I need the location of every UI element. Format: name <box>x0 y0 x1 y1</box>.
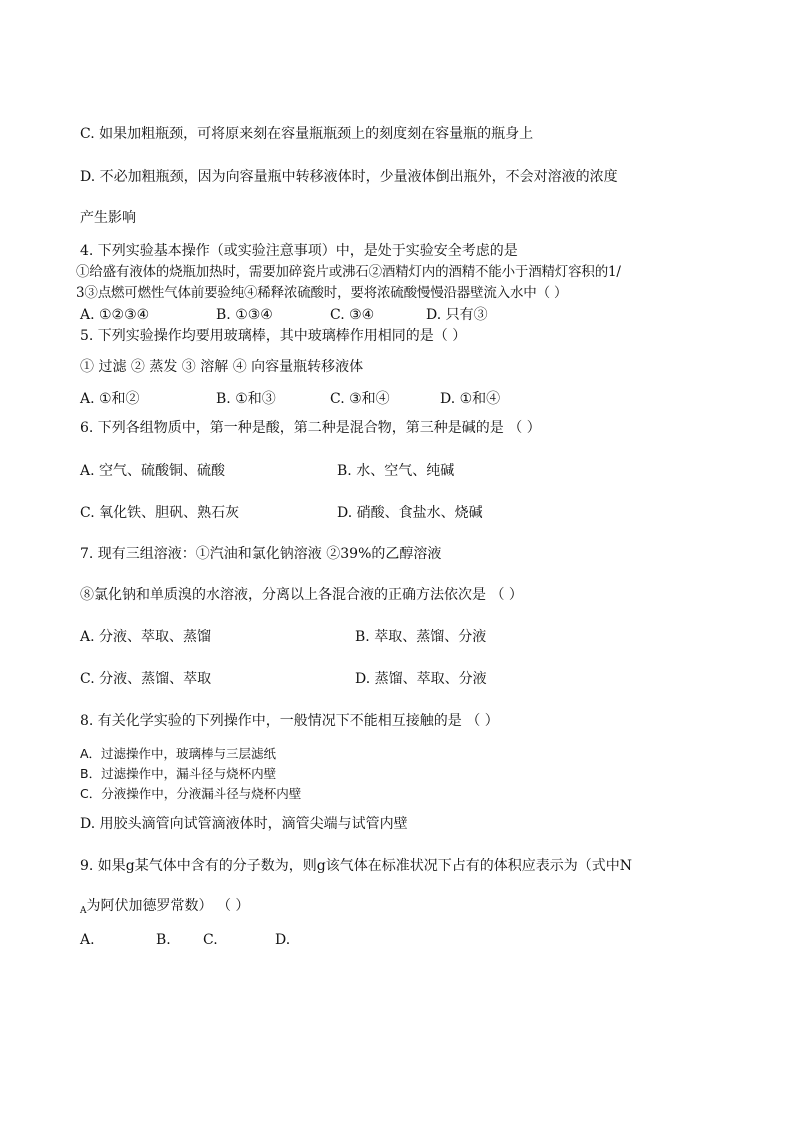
q4-option-c: C. ③④ <box>330 307 375 323</box>
q8-option-a: A．过滤操作中，玻璃棒与三层滤纸 <box>80 746 277 761</box>
q9-option-c: C. <box>203 932 218 948</box>
q9-option-a: A. <box>80 932 95 948</box>
q4-body-line1: ①给盛有液体的烧瓶加热时，需要加碎瓷片或沸石②酒精灯内的酒精不能小于酒精灯容积的1/ <box>76 264 621 280</box>
q4-option-d: D. 只有③ <box>426 307 488 323</box>
q9-option-d: D. <box>275 932 291 948</box>
q4-stem: 4. 下列实验基本操作（或实验注意事项）中，是处于实验安全考虑的是 <box>80 243 518 259</box>
q9-subscript-a: A <box>80 906 87 916</box>
q7-stem-line1: 7. 现有三组溶液：①汽油和氯化钠溶液 ②39%的乙醇溶液 <box>80 546 442 562</box>
q4-option-a: A. ①②③④ <box>80 307 150 323</box>
q4-body-line2: 3③点燃可燃性气体前要验纯④稀释浓硫酸时，要将浓硫酸慢慢沿器壁流入水中（ ） <box>76 285 568 301</box>
q3-option-d-line2: 产生影响 <box>80 210 136 226</box>
q9-stem-line2-wrap <box>80 897 249 920</box>
q9-stem-line1: 9. 如果g某气体中含有的分子数为，则g该气体在标准状况下占有的体积应表示为（式中N <box>80 858 632 874</box>
q3-option-d-line1: D. 不必加粗瓶颈，因为向容量瓶中转移液体时，少量液体倒出瓶外，不会对溶液的浓度 <box>80 169 618 185</box>
q5-option-b: B. ①和③ <box>216 391 276 407</box>
q8-option-b: B．过滤操作中，漏斗径与烧杯内壁 <box>80 766 277 781</box>
q5-option-c: C. ③和④ <box>330 391 390 407</box>
q7-option-a: A. 分液、萃取、蒸馏 <box>80 629 212 645</box>
q6-option-c: C. 氧化铁、胆矾、熟石灰 <box>80 505 240 521</box>
q8-stem: 8. 有关化学实验的下列操作中，一般情况下不能相互接触的是 （ ） <box>80 713 499 729</box>
q5-option-d: D. ①和④ <box>440 391 501 407</box>
q7-stem-line2: ⑧氯化钠和单质溴的水溶液，分离以上各混合液的正确方法依次是 （ ） <box>80 587 523 603</box>
q6-option-d: D. 硝酸、食盐水、烧碱 <box>337 505 483 521</box>
q3-option-c: C. 如果加粗瓶颈，可将原来刻在容量瓶瓶颈上的刻度刻在容量瓶的瓶身上 <box>80 126 534 142</box>
q5-option-a: A. ①和② <box>80 391 140 407</box>
q4-option-b: B. ①③④ <box>216 307 273 323</box>
q6-stem: 6. 下列各组物质中，第一种是酸，第二种是混合物，第三种是碱的是 （ ） <box>80 420 541 436</box>
q8-option-c: C．分液操作中，分液漏斗径与烧杯内壁 <box>80 786 302 801</box>
q7-option-b: B. 萃取、蒸馏、分液 <box>355 629 487 645</box>
q9-stem-line2: 为阿伏加德罗常数） （ ） <box>86 898 250 914</box>
q5-stem: 5. 下列实验操作均要用玻璃棒，其中玻璃棒作用相同的是（ ） <box>80 328 467 344</box>
q6-option-a: A. 空气、硫酸铜、硫酸 <box>80 463 226 479</box>
q9-option-b: B. <box>156 932 171 948</box>
q8-option-d: D. 用胶头滴管向试管滴液体时，滴管尖端与试管内壁 <box>80 816 408 832</box>
q7-option-c: C. 分液、蒸馏、萃取 <box>80 671 212 687</box>
q6-option-b: B. 水、空气、纯碱 <box>337 463 455 479</box>
q7-option-d: D. 蒸馏、萃取、分液 <box>355 671 487 687</box>
q5-items: ① 过滤 ② 蒸发 ③ 溶解 ④ 向容量瓶转移液体 <box>80 359 364 375</box>
